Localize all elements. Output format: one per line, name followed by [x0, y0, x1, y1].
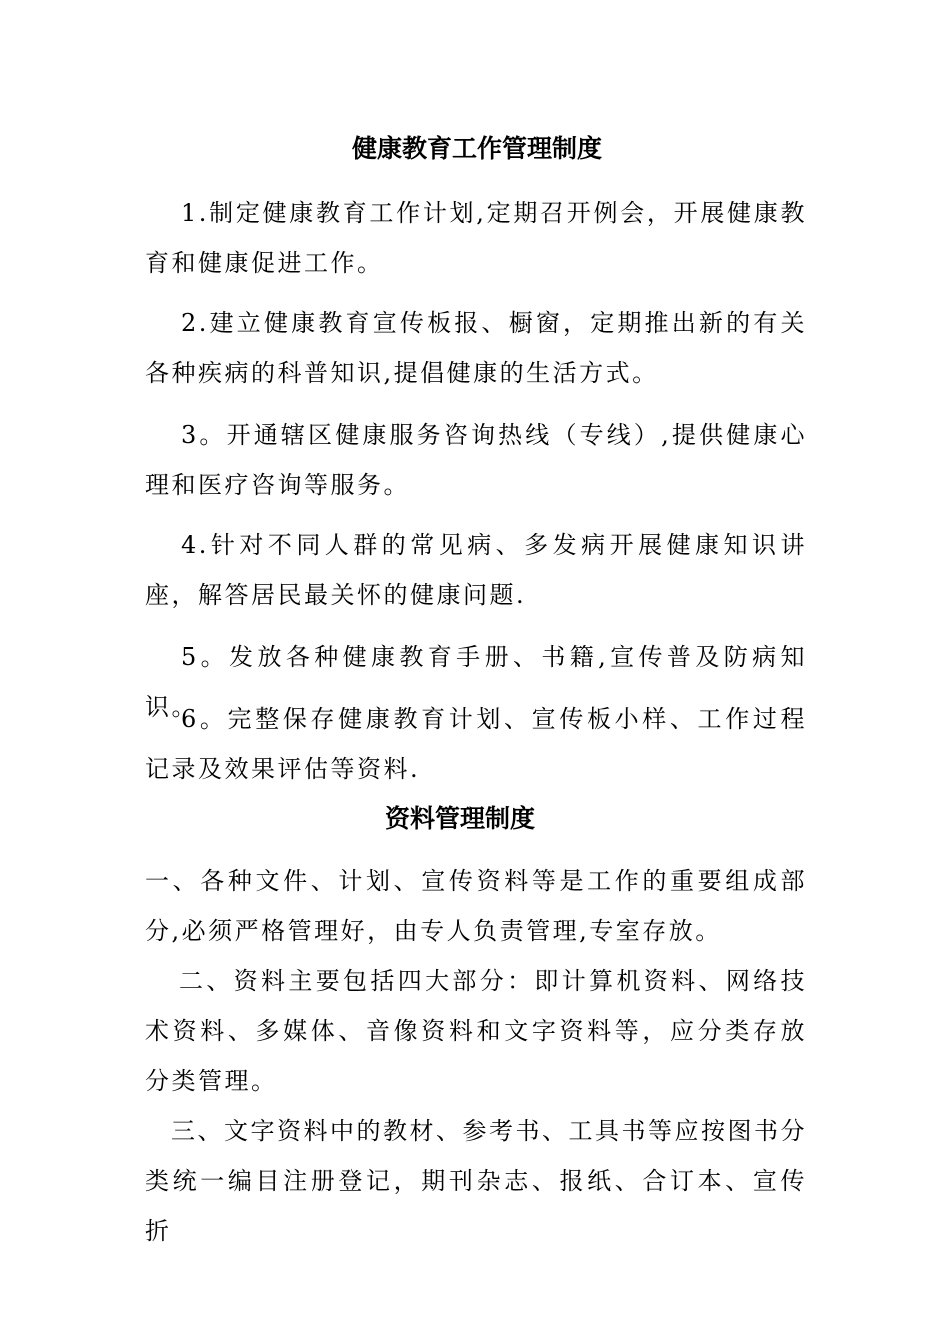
paragraph-data-2: 二、资料主要包括四大部分：即计算机资料、网络技术资料、多媒体、音像资料和文字资料等，应分类存放分类管理。 [145, 967, 807, 1095]
paragraph-health-5: 5。发放各种健康教育手册、书籍,宣传普及防病知识。 [145, 643, 807, 721]
paragraph-data-3: 三、文字资料中的教材、参考书、工具书等应按图书分类统一编目注册登记，期刊杂志、报纸、合订本、宣传折 [145, 1117, 807, 1245]
paragraph-health-2: 2.建立健康教育宣传板报、橱窗，定期推出新的有关各种疾病的科普知识,提倡健康的生活方式。 [145, 309, 807, 387]
paragraph-health-6: 6。完整保存健康教育计划、宣传板小样、工作过程记录及效果评估等资料. [145, 705, 807, 783]
paragraph-health-1: 1.制定健康教育工作计划,定期召开例会，开展健康教育和健康促进工作。 [145, 199, 807, 277]
paragraph-data-1: 一、各种文件、计划、宣传资料等是工作的重要组成部分,必须严格管理好，由专人负责管理,专室存放。 [145, 867, 807, 945]
paragraph-health-3: 3。开通辖区健康服务咨询热线（专线）,提供健康心理和医疗咨询等服务。 [145, 421, 807, 499]
section-title-data-management: 资料管理制度 [384, 804, 535, 833]
section-title-health-education: 健康教育工作管理制度 [351, 134, 602, 163]
paragraph-health-4: 4.针对不同人群的常见病、多发病开展健康知识讲座，解答居民最关怀的健康问题. [145, 531, 807, 609]
